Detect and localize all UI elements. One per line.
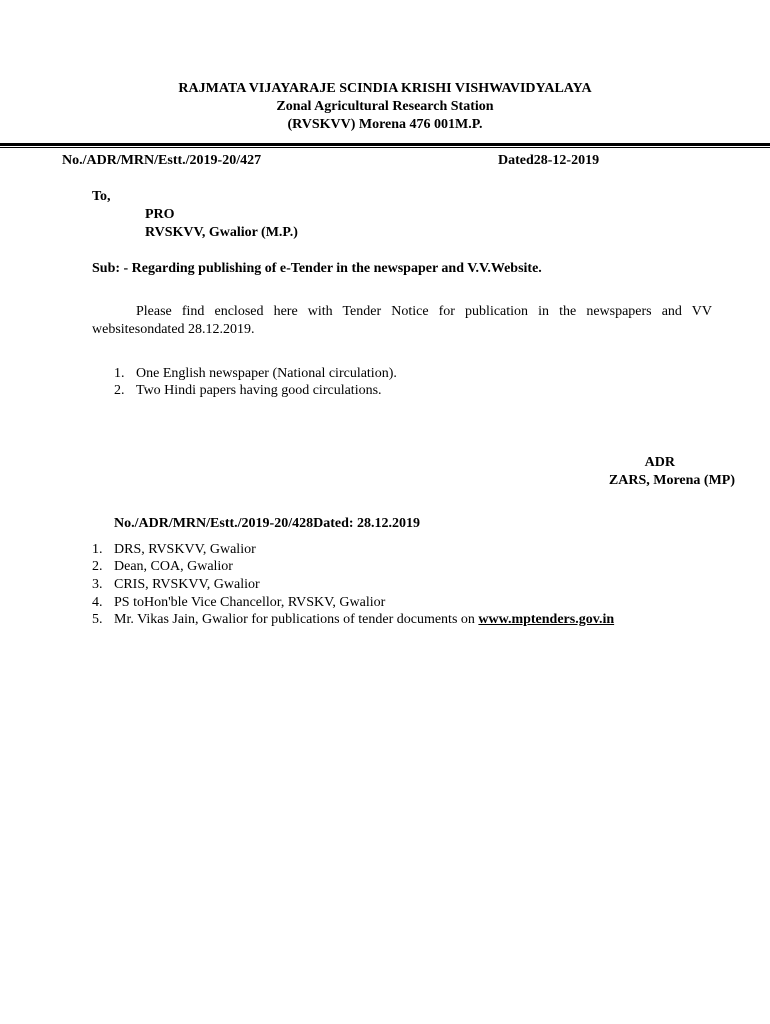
reference-number: No./ADR/MRN/Estt./2019-20/427 [62, 153, 262, 168]
list-number: 3. [92, 577, 103, 592]
signatory-title: ADR [644, 455, 675, 470]
list-text: Mr. Vikas Jain, Gwalior for publications of tender documents on [114, 612, 479, 627]
header-rule-thin [0, 147, 770, 148]
recipient-title: PRO [145, 207, 175, 222]
list-item [114, 382, 382, 400]
list-number: 1. [92, 542, 103, 557]
body-paragraph: Please find enclosed here with Tender Notice for publication in the newspapers and VV websitesondated 28.12.2019. [92, 304, 712, 337]
list-item [92, 594, 385, 612]
list-number: 2. [92, 559, 103, 574]
list-text: Two Hindi papers having good circulations. [136, 383, 382, 398]
signatory-office: ZARS, Morena (MP) [608, 473, 735, 488]
list-number: 2. [114, 383, 125, 398]
list-text: PS toHon'ble Vice Chancellor, RVSKV, Gwalior [114, 595, 386, 610]
university-name: RAJMATA VIJAYARAJE SCINDIA KRISHI VISHWAVIDYALAYA [178, 81, 592, 96]
list-number: 5. [92, 612, 103, 627]
list-item [92, 541, 256, 559]
list-item [114, 365, 397, 383]
station-name: Zonal Agricultural Research Station [276, 99, 494, 114]
recipient-org: RVSKVV, Gwalior (M.P.) [145, 225, 298, 240]
subject-line: Sub: - Regarding publishing of e-Tender in the newspaper and V.V.Website. [92, 261, 542, 276]
list-text: CRIS, RVSKVV, Gwalior [114, 577, 260, 592]
station-address: (RVSKVV) Morena 476 001M.P. [287, 117, 483, 132]
list-item [92, 576, 260, 594]
salutation-to: To, [92, 189, 111, 204]
list-item [92, 558, 233, 576]
header-rule [0, 143, 770, 146]
list-item [92, 611, 614, 629]
mptenders-link[interactable]: www.mptenders.gov.in [478, 612, 615, 627]
list-text: DRS, RVSKVV, Gwalior [114, 542, 256, 557]
letter-date: Dated28-12-2019 [498, 153, 600, 168]
list-number: 4. [92, 595, 103, 610]
list-text: One English newspaper (National circulation). [136, 366, 397, 381]
copy-reference: No./ADR/MRN/Estt./2019-20/428Dated: 28.12.2019 [114, 516, 421, 531]
list-text: Dean, COA, Gwalior [114, 559, 233, 574]
list-number: 1. [114, 366, 125, 381]
